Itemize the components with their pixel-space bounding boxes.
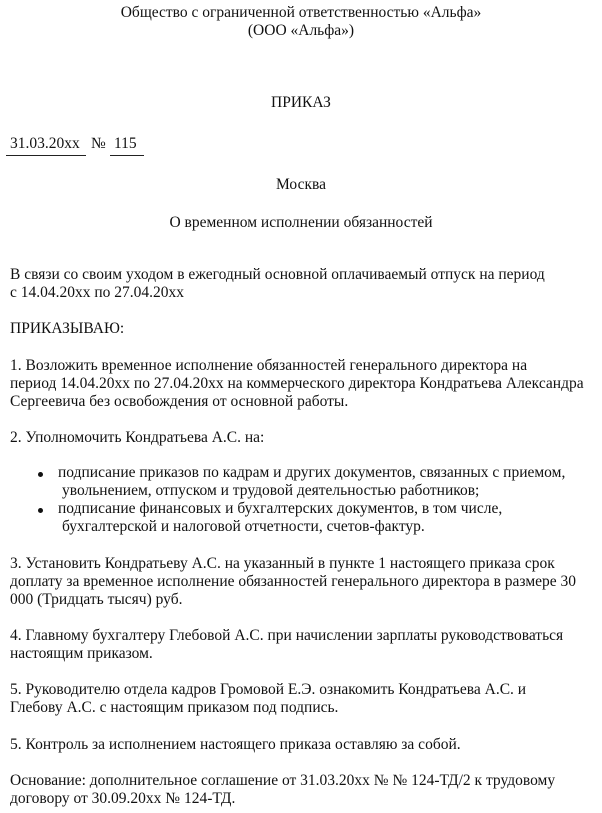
item-line: 000 (Тридцать тысяч) руб. xyxy=(10,591,183,608)
city: Москва xyxy=(276,176,326,193)
item-line: период 14.04.20xx по 27.04.20xx на коммерческого директора Кондратьева Александра xyxy=(10,375,584,392)
bullet-line: увольнением, отпуском и трудовой деятельностью работников; xyxy=(62,482,480,499)
basis-line: договору от 30.09.20xx № 124-ТД. xyxy=(10,790,236,807)
bullet-line: бухгалтерской и налоговой отчетности, счетов-фактур. xyxy=(62,518,425,535)
item-line: Сергеевича без освобождения от основной работы. xyxy=(10,393,349,410)
order-date: 31.03.20xx xyxy=(10,135,80,152)
preamble-line: с 14.04.20xx по 27.04.20xx xyxy=(10,284,185,301)
item-line: 5. Руководителю отдела кадров Громовой Е.Э. ознакомить Кондратьева А.С. и xyxy=(10,681,527,698)
number-sign: № xyxy=(91,135,106,152)
item-line: 2. Уполномочить Кондратьева А.С. на: xyxy=(10,429,265,446)
item-line: доплату за временное исполнение обязанностей генерального директора в размере 30 xyxy=(10,573,577,590)
bullet-icon xyxy=(38,472,43,477)
preamble-line: В связи со своим уходом в ежегодный основной оплачиваемый отпуск на период xyxy=(10,266,545,283)
item-line: 1. Возложить временное исполнение обязанностей генерального директора на xyxy=(10,357,528,374)
order-word: ПРИКАЗЫВАЮ: xyxy=(10,320,125,337)
basis-line: Основание: дополнительное соглашение от 31.03.20xx № № 124-ТД/2 к трудовому xyxy=(10,772,556,789)
item-line: 4. Главному бухгалтеру Глебовой А.С. при начислении зарплаты руководствоваться xyxy=(10,627,564,644)
number-underline xyxy=(110,155,144,156)
document-subject: О временном исполнении обязанностей xyxy=(169,214,433,231)
item-line: 3. Установить Кондратьеву А.С. на указанный в пункте 1 настоящего приказа срок xyxy=(10,555,555,572)
bullet-icon xyxy=(38,508,43,513)
document-title: ПРИКАЗ xyxy=(271,94,331,111)
organization-full-name: Общество с ограниченной ответственностью «Альфа» xyxy=(120,4,482,21)
date-underline xyxy=(6,155,86,156)
organization-short-name: (ООО «Альфа») xyxy=(247,22,355,39)
item-line: 5. Контроль за исполнением настоящего приказа оставляю за собой. xyxy=(10,736,461,753)
item-line: Глебову А.С. с настоящим приказом под подпись. xyxy=(10,699,339,716)
bullet-line: подписание финансовых и бухгалтерских документов, в том числе, xyxy=(58,500,503,517)
item-line: настоящим приказом. xyxy=(10,645,153,662)
order-number: 115 xyxy=(114,135,137,152)
bullet-line: подписание приказов по кадрам и других документов, связанных с приемом, xyxy=(58,464,566,481)
